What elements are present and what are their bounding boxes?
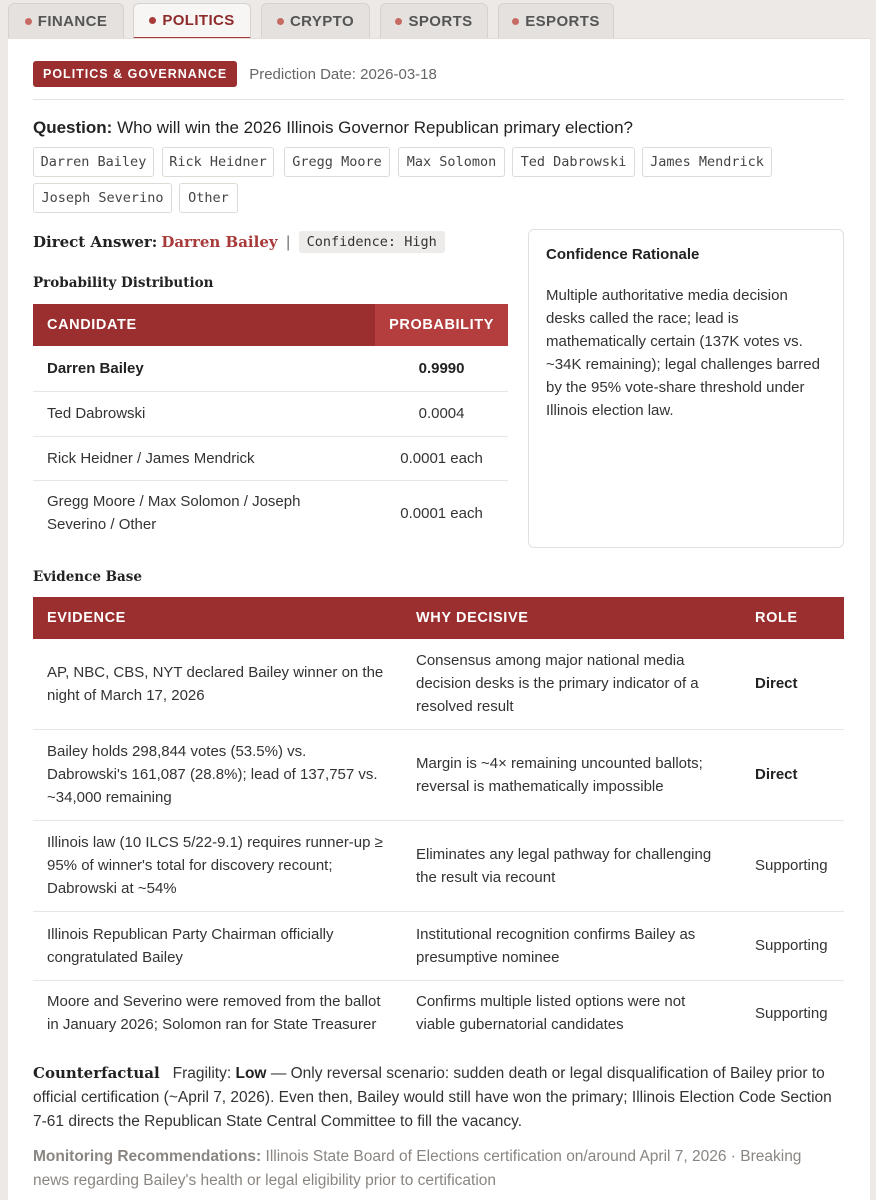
column-header: EVIDENCE [33, 597, 402, 639]
evidence-cell: Illinois Republican Party Chairman officially congratulated Bailey [33, 911, 402, 980]
column-header: PROBABILITY [375, 304, 508, 346]
evidence-cell: Moore and Severino were removed from the ballot in January 2026; Solomon ran for State Treasurer [47, 993, 381, 1034]
tab-politics[interactable] [133, 3, 251, 39]
fragility-label: Fragility: [172, 1065, 232, 1082]
option-chip: Gregg Moore [284, 147, 390, 177]
rationale-text: Multiple authoritative media decision desks called the race; lead is mathematically certain (137K votes vs. ~34K remaining); legal challenges barred by the 95% vote-share threshold under Illinois election law. [546, 287, 820, 419]
candidate-cell: Gregg Moore / Max Solomon / Joseph Severino / Other [47, 493, 301, 534]
option-chip: Joseph Severino [33, 183, 172, 213]
why-decisive-cell: Consensus among major national media decision desks is the primary indicator of a resolved result [402, 639, 741, 729]
table-header-row [33, 597, 844, 639]
card-header [33, 61, 437, 87]
why-decisive-cell: Confirms multiple listed options were not viable gubernatorial candidates [416, 993, 686, 1034]
divider [33, 99, 844, 100]
candidate-cell: Rick Heidner / James Mendrick [33, 436, 375, 480]
tab-label: POLITICS [162, 12, 235, 29]
evidence-title: Evidence Base [33, 569, 142, 585]
question-label: Question: [33, 118, 113, 137]
evidence-cell: Bailey holds 298,844 votes (53.5%) vs. Dabrowski's 161,087 (28.8%); lead of 137,757 vs. ~34,000 remaining [33, 729, 402, 820]
evidence-cell: Illinois law (10 ILCS 5/22-9.1) requires runner-up ≥ 95% of winner's total for discovery recount; Dabrowski at ~54% [33, 820, 402, 911]
option-chip: Other [179, 183, 238, 213]
fragility-value: Low [235, 1065, 267, 1082]
probability-title: Probability Distribution [33, 275, 214, 291]
separator: | [285, 233, 291, 251]
tab-label: CRYPTO [289, 13, 355, 30]
bullet-dot-icon [277, 18, 284, 25]
option-chip: Ted Dabrowski [512, 147, 635, 177]
why-decisive-cell: Margin is ~4× remaining uncounted ballots; reversal is mathematically impossible [402, 729, 741, 820]
role-cell: Supporting [755, 1004, 828, 1022]
table-row [33, 639, 844, 729]
bullet-dot-icon [512, 18, 519, 25]
evidence-cell: AP, NBC, CBS, NYT declared Bailey winner on the night of March 17, 2026 [33, 639, 402, 729]
tab-crypto[interactable] [261, 3, 370, 39]
probability-table [33, 304, 508, 546]
table-row [33, 729, 844, 820]
confidence-chip: Confidence: High [299, 231, 445, 253]
column-header: ROLE [741, 597, 844, 639]
option-chip: Darren Bailey [33, 147, 154, 177]
bullet-dot-icon [149, 17, 156, 24]
monitoring-title: Monitoring Recommendations: [33, 1148, 262, 1165]
tab-label: SPORTS [408, 13, 473, 30]
monitoring-recommendations [33, 1145, 833, 1193]
tab-esports[interactable] [498, 3, 614, 39]
probability-cell: 0.0004 [375, 391, 508, 436]
probability-cell: 0.0001 each [400, 504, 483, 522]
direct-answer-value: Darren Bailey [161, 233, 278, 251]
tab-finance[interactable] [8, 3, 124, 39]
column-header: CANDIDATE [33, 304, 375, 346]
tab-label: FINANCE [37, 13, 108, 30]
why-decisive-cell: Eliminates any legal pathway for challenging the result via recount [402, 820, 741, 911]
evidence-table [33, 597, 844, 1046]
monitoring-text: Illinois State Board of Elections certification on/around April 7, 2026 · Breaking news regarding Bailey's health or legal eligibility prior to certification [33, 1148, 802, 1189]
option-chip: Max Solomon [398, 147, 505, 177]
counterfactual [33, 1061, 833, 1134]
category-badge: POLITICS & GOVERNANCE [33, 61, 237, 87]
table-header-row [33, 304, 508, 346]
table-row [33, 911, 844, 980]
question [33, 118, 633, 138]
prediction-card [8, 38, 870, 1200]
option-chip: Rick Heidner [162, 147, 274, 177]
table-row [33, 391, 508, 436]
role-cell: Direct [741, 639, 844, 729]
role-cell: Supporting [741, 911, 844, 980]
table-row [33, 820, 844, 911]
table-row [33, 346, 508, 391]
candidate-cell: Darren Bailey [33, 346, 375, 391]
role-cell: Supporting [741, 820, 844, 911]
probability-cell: 0.9990 [375, 346, 508, 391]
candidate-cell: Ted Dabrowski [33, 391, 375, 436]
role-cell: Direct [741, 729, 844, 820]
confidence-rationale-panel [528, 229, 844, 548]
why-decisive-cell: Institutional recognition confirms Bailey as presumptive nominee [402, 911, 741, 980]
table-row [33, 436, 508, 480]
direct-answer-label: Direct Answer: [33, 233, 158, 251]
direct-answer [33, 231, 445, 253]
prediction-date: Prediction Date: 2026-03-18 [249, 65, 437, 83]
counterfactual-title: Counterfactual [33, 1064, 160, 1082]
tab-sports[interactable] [380, 3, 488, 39]
bullet-dot-icon [395, 18, 402, 25]
tab-label: ESPORTS [525, 13, 600, 30]
bullet-dot-icon [25, 18, 32, 25]
rationale-title: Confidence Rationale [546, 246, 700, 263]
table-row [33, 980, 844, 1046]
column-header: WHY DECISIVE [402, 597, 741, 639]
probability-cell: 0.0001 each [375, 436, 508, 480]
question-text: Who will win the 2026 Illinois Governor Republican primary election? [117, 118, 633, 137]
counterfactual-text: — Only reversal scenario: sudden death or legal disqualification of Bailey prior to official certification (~April 7, 2026). Even then, Bailey would still have won the primary; Illinois Election Code Section 7-61 directs the Republican State Central Committee to fill the vacancy. [33, 1065, 832, 1130]
table-row [33, 480, 508, 546]
option-chip: James Mendrick [642, 147, 772, 177]
